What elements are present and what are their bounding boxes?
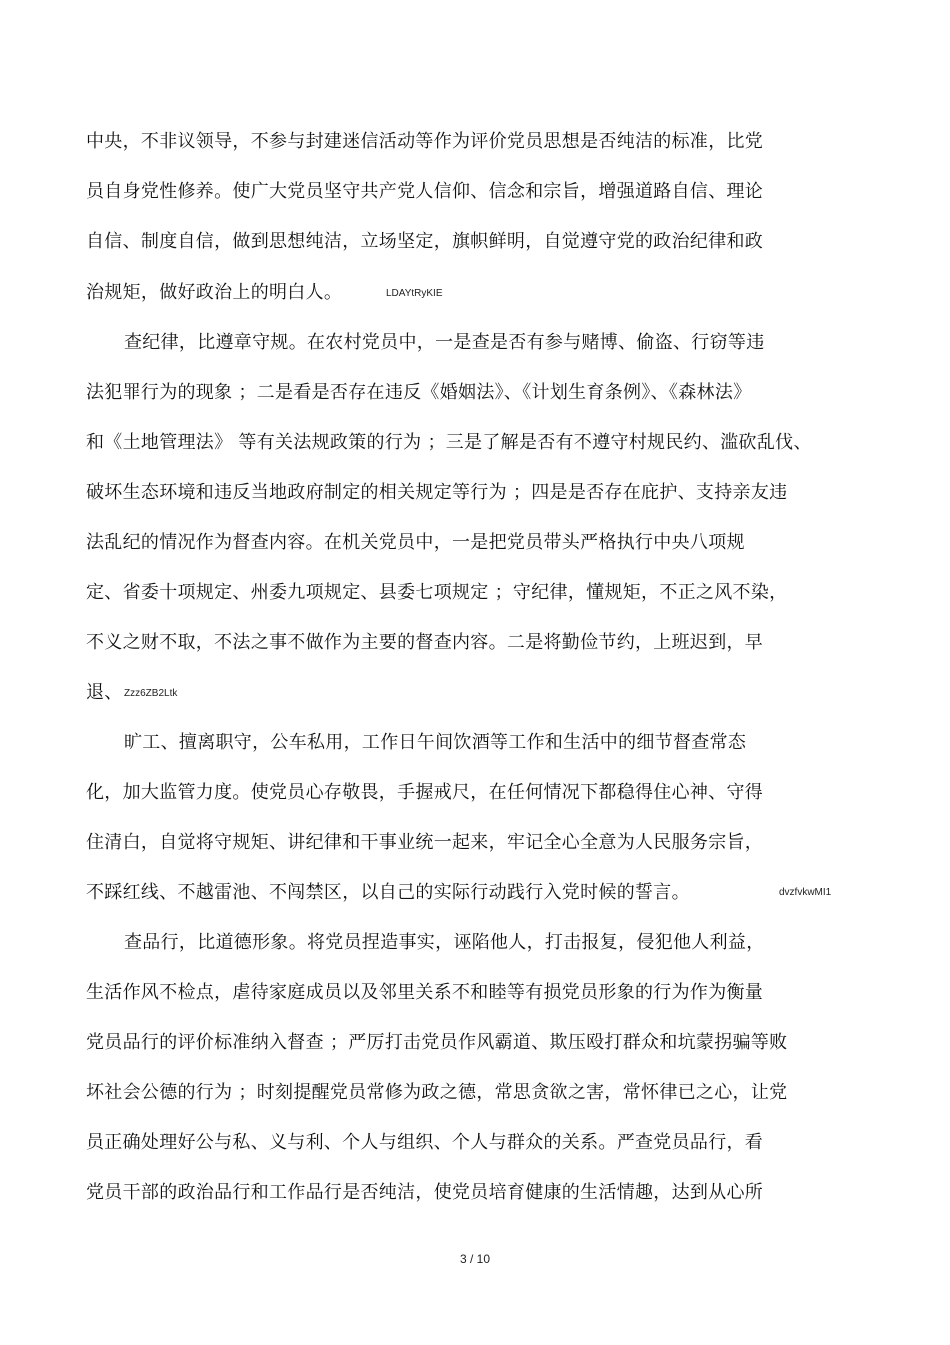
text-line: 法犯罪行为的现象 ；二是看是否存在违反《婚姻法》、《计划生育条例》、《森林法》 xyxy=(86,382,752,403)
text-line: 党员品行的评价标准纳入督查 ；严厉打击党员作风霸道、欺压殴打群众和坑蒙拐骗等败 xyxy=(86,1032,788,1053)
document-code: LDAYtRyKIE xyxy=(386,288,443,299)
text-line: 坏社会公德的行为 ；时刻提醒党员常修为政之德，常思贪欲之害，常怀律已之心，让党 xyxy=(86,1082,788,1103)
text-line: 自信、制度自信，做到思想纯洁，立场坚定，旗帜鲜明，自觉遵守党的政治纪律和政 xyxy=(86,231,764,252)
text-line: 查纪律，比遵章守规。在农村党员中，一是查是否有参与赌博、偷盗、行窃等违 xyxy=(124,332,765,353)
text-line: 和《土地管理法》 等有关法规政策的行为 ；三是了解是否有不遵守村规民约、滥砍乱伐、 xyxy=(86,432,812,453)
text-line: 法乱纪的情况作为督查内容。在机关党员中，一是把党员带头严格执行中央八项规 xyxy=(86,532,745,553)
document-code: Zzz6ZB2Ltk xyxy=(124,688,178,699)
text-line: 不踩红线、不越雷池、不闯禁区，以自己的实际行动践行入党时候的誓言。 xyxy=(86,882,690,903)
text-line: 破坏生态环境和违反当地政府制定的相关规定等行为 ；四是是否存在庇护、支持亲友违 xyxy=(86,482,788,503)
text-line: 住清白，自觉将守规矩、讲纪律和干事业统一起来，牢记全心全意为人民服务宗旨， xyxy=(86,832,764,853)
text-line: 不义之财不取，不法之事不做作为主要的督查内容。二是将勤俭节约，上班迟到，早 xyxy=(86,632,764,653)
text-line: 党员干部的政治品行和工作品行是否纯洁，使党员培育健康的生活情趣，达到从心所 xyxy=(86,1182,764,1203)
text-line: 查品行，比道德形象。将党员捏造事实，诬陷他人，打击报复，侵犯他人利益， xyxy=(124,932,765,953)
text-line: 中央，不非议领导，不参与封建迷信活动等作为评价党员思想是否纯洁的标准，比党 xyxy=(86,131,764,152)
text-line: 治规矩，做好政治上的明白人。 xyxy=(86,282,343,303)
page-number: 3 / 10 xyxy=(459,1252,491,1266)
text-line: 员正确处理好公与私、义与利、个人与组织、个人与群众的关系。严查党员品行，看 xyxy=(86,1132,764,1153)
text-line: 员自身党性修养。使广大党员坚守共产党人信仰、信念和宗旨，增强道路自信、理论 xyxy=(86,181,764,202)
text-line: 退、 xyxy=(86,682,123,703)
document-code: dvzfvkwMI1 xyxy=(779,887,832,898)
text-line: 旷工、擅离职守，公车私用，工作日午间饮酒等工作和生活中的细节督查常态 xyxy=(124,732,747,753)
text-line: 定、省委十项规定、州委九项规定、县委七项规定 ；守纪律，懂规矩，不正之风不染， xyxy=(86,582,788,603)
text-line: 化，加大监管力度。使党员心存敬畏，手握戒尺，在任何情况下都稳得住心神、守得 xyxy=(86,782,764,803)
text-line: 生活作风不检点，虐待家庭成员以及邻里关系不和睦等有损党员形象的行为作为衡量 xyxy=(86,982,764,1003)
